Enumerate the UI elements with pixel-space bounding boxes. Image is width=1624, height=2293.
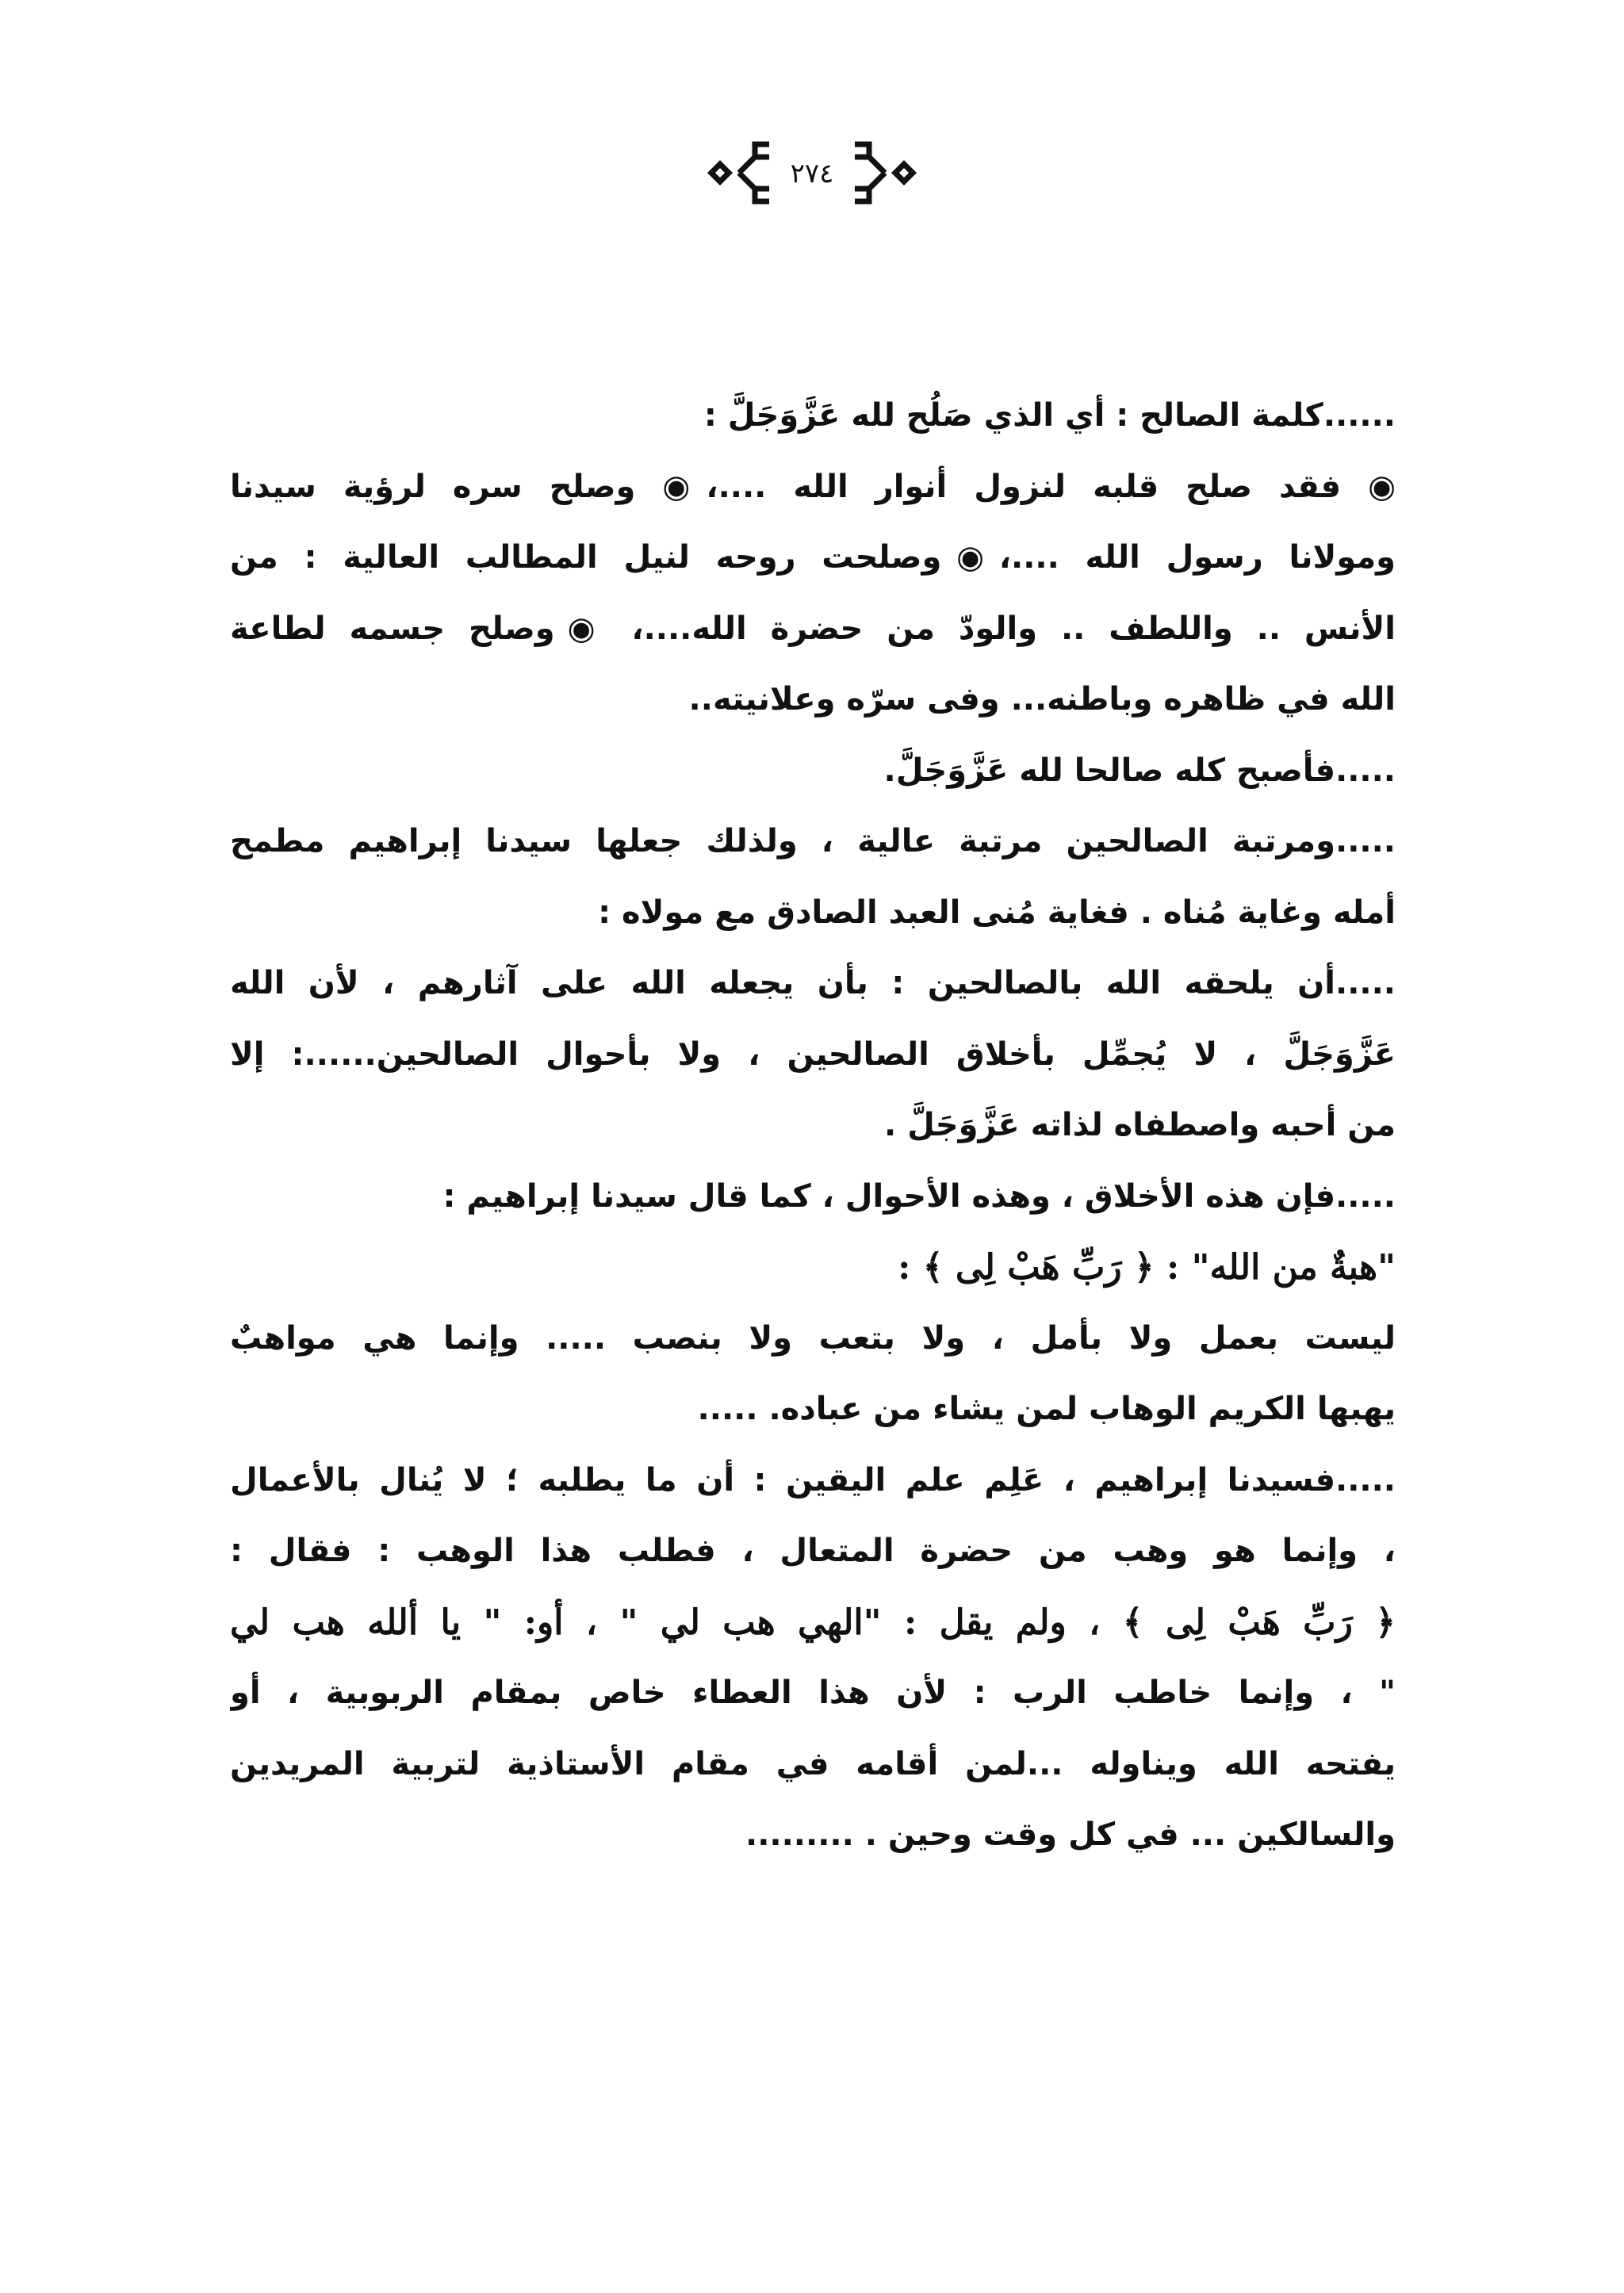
text-line: ﴿ رَبِّ هَبْ لِى ﴾ ، ولم يقل : "الهي هب لي " ، أو: " يا ألله هب لي: [230, 1602, 1396, 1643]
text-line: عَزَّوَجَلَّ ، لا يُجمِّل بأخلاق الصالحين ، ولا بأحوال الصالحين......: إلا: [230, 1035, 1396, 1073]
text-line: .....ومرتبة الصالحين مرتبة عالية ، ولذلك جعلها سيدنا إبراهيم مطمح: [230, 823, 1396, 859]
page-number: ٢٧٤: [790, 158, 834, 189]
text-line: ، وإنما هو وهب من حضرة المتعال ، فطلب هذا الوهب : فقال :: [230, 1533, 1396, 1569]
text-line: ومولانا رسول الله ....،◉وصلحت روحه لنيل المطالب العالية : من: [230, 539, 1396, 576]
text-line: .....أن يلحقه الله بالصالحين : بأن يجعله الله على آثارهم ، لأن الله: [230, 965, 1396, 1001]
text-line: يهبها الكريم الوهاب لمن يشاء من عباده. .....: [697, 1391, 1396, 1427]
text-line: .....فأصبح كله صالحا لله عَزَّوَجَلَّ.: [883, 752, 1396, 789]
text-line: " ، وإنما خاطب الرب : لأن هذا العطاء خاص بمقام الربوبية ، أو: [230, 1675, 1396, 1711]
text-line: "هبةٌ من الله" : ﴿ رَبِّ هَبْ لِى ﴾ :: [898, 1247, 1396, 1288]
text-line: ليست بعمل ولا بأمل ، ولا بتعب ولا بنصب ..... وإنما هي مواهبٌ: [230, 1319, 1396, 1357]
text-line: الله في ظاهره وباطنه... وفى سرّه وعلانيته..: [688, 681, 1396, 718]
text-line: أمله وغاية مُناه . فغاية مُنى العبد الصادق مع مولاه :: [598, 894, 1396, 931]
page-header: [0, 125, 1624, 220]
geometric-ornament-icon: [693, 125, 931, 220]
text-line: ......كلمة الصالح : أي الذي صَلُح لله عَزَّوَجَلَّ :: [703, 397, 1396, 434]
text-line: .....فإن هذه الأخلاق ، وهذه الأحوال ، كما قال سيدنا إبراهيم :: [442, 1177, 1396, 1215]
main-text: [230, 381, 1396, 1871]
text-line: يفتحه الله ويناوله ...لمن أقامه في مقام الأستاذية لتربية المريدين: [230, 1745, 1396, 1782]
text-line: .....فسيدنا إبراهيم ، عَلِم علم اليقين : أن ما يطلبه ؛ لا يُنال بالأعمال: [230, 1461, 1396, 1499]
text-line: ◉ فقد صلح قلبه لنزول أنوار الله ....،◉ وصلح سره لرؤية سيدنا: [230, 468, 1396, 505]
text-line: الأنس .. واللطف .. والودّ من حضرة الله....، ◉وصلح جسمه لطاعة: [230, 610, 1396, 647]
text-line: من أحبه واصطفاه لذاته عَزَّوَجَلَّ .: [883, 1107, 1396, 1143]
text-line: والسالكين ... في كل وقت وحين . .........: [745, 1816, 1396, 1853]
